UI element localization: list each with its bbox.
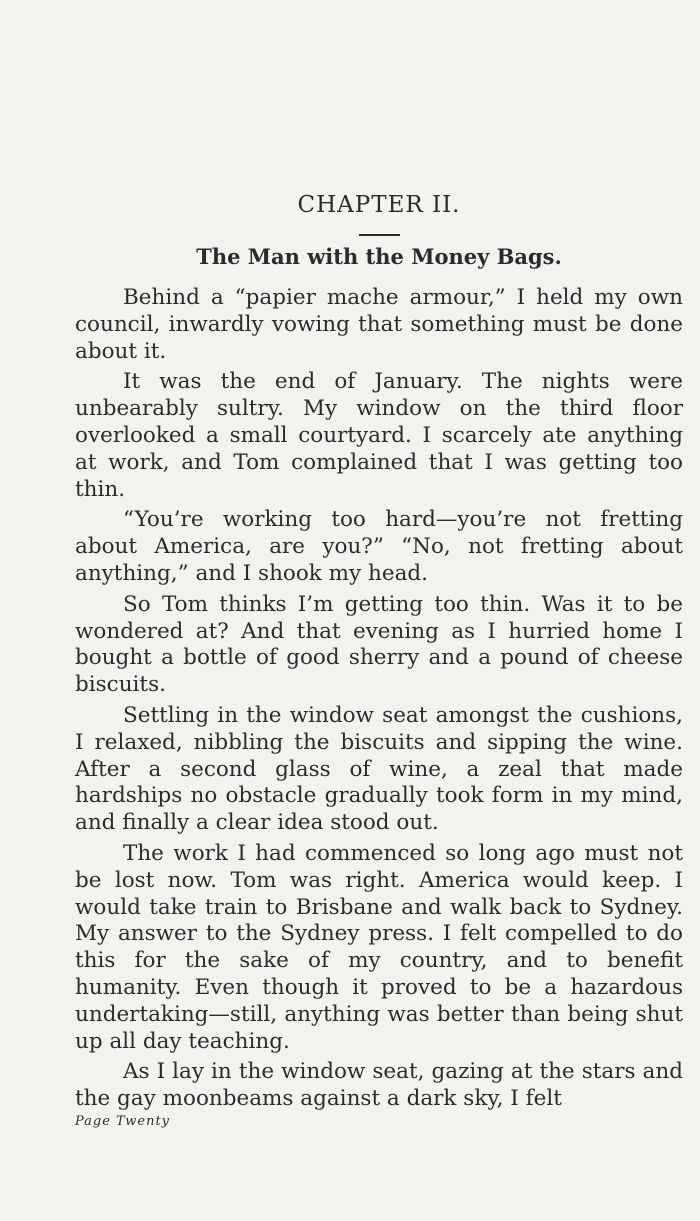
- paragraph-3: “You’re working too hard—you’re not fretting about America, are you?” “No, not fretting about anything,” and I shook my head.: [75, 507, 683, 586]
- page-number-footer: Page Twenty: [75, 1114, 171, 1129]
- chapter-body: [75, 285, 683, 1117]
- paragraph-4: So Tom thinks I’m getting too thin. Was it to be wondered at? And that evening as I hurried home I bought a bottle of good sherry and a pound of cheese biscuits.: [75, 591, 683, 698]
- paragraph-1: Behind a “papier mache armour,” I held my own council, inwardly vowing that something must be done about it.: [75, 285, 683, 364]
- paragraph-7: As I lay in the window seat, gazing at the stars and the gay moonbeams against a dark sky, I felt: [75, 1059, 683, 1112]
- bleed-through-text: [110, 62, 580, 122]
- chapter-title: The Man with the Money Bags.: [196, 244, 562, 269]
- chapter-heading: CHAPTER II.: [297, 192, 461, 218]
- paragraph-6: The work I had commenced so long ago must not be lost now. Tom was right. America would keep. I would take train to Brisbane and walk back to Sydney. My answer to the Sydney press. I felt compelled to do this for the sake of my country, and to benefit humanity. Even though it proved to be a hazardous undertaking—still, anything was better than being shut up all day teaching.: [75, 840, 683, 1054]
- heading-divider: [359, 234, 400, 236]
- paragraph-5: Settling in the window seat amongst the cushions, I relaxed, nibbling the biscuits and sipping the wine. After a second glass of wine, a zeal that made hardships no obstacle gradually took form in my mind, and finally a clear idea stood out.: [75, 702, 683, 836]
- paragraph-2: It was the end of January. The nights were unbearably sultry. My window on the third floor overlooked a small courtyard. I scarcely ate anything at work, and Tom complained that I was getting too thin.: [75, 369, 683, 502]
